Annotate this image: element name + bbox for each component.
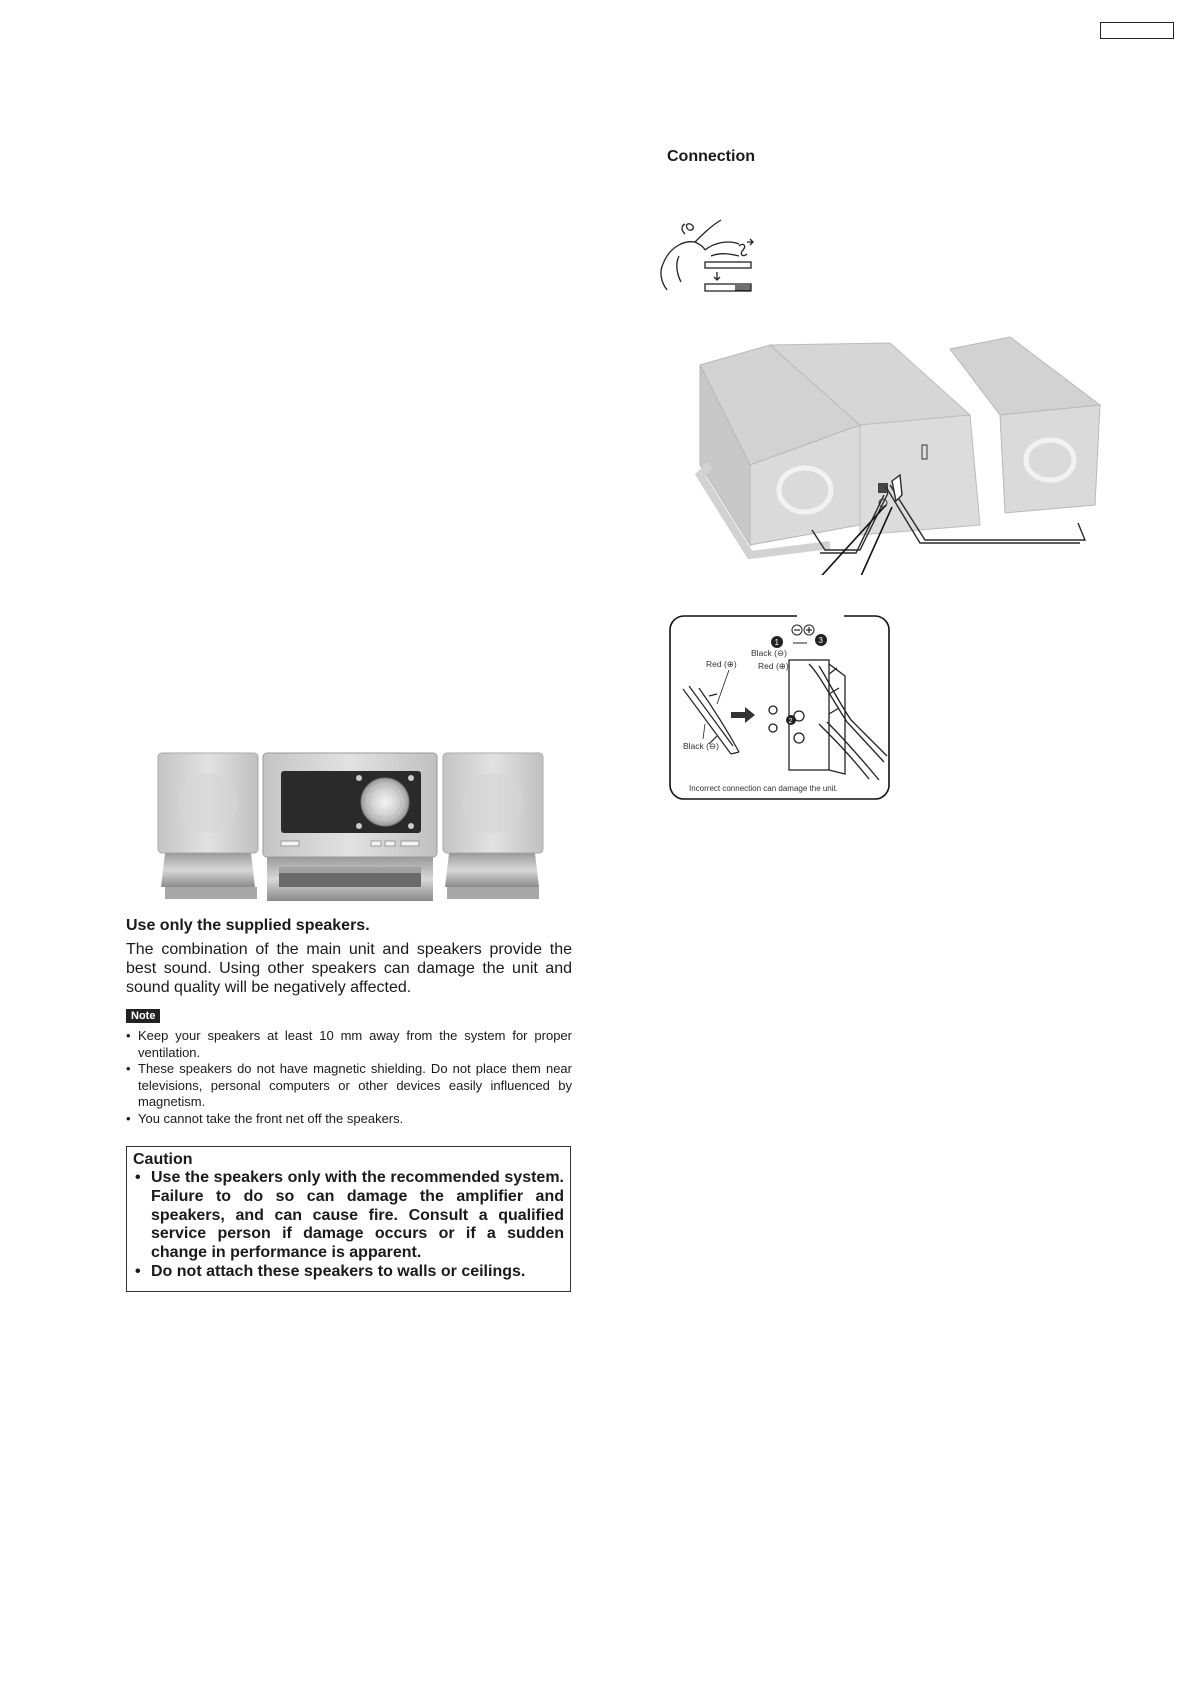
system-rear-illustration	[690, 335, 1110, 575]
label-black-left: Black (⊖)	[683, 741, 719, 751]
caution-list	[133, 1169, 564, 1282]
caution-item: • Do not attach these speakers to walls or ceilings.	[133, 1263, 564, 1282]
wire-twist-illustration	[655, 216, 765, 296]
note-list	[126, 1028, 572, 1127]
connection-detail-callout	[669, 604, 899, 804]
svg-text:2: 2	[788, 718, 793, 725]
note-badge: Note	[126, 1009, 160, 1023]
note-item: • These speakers do not have magnetic shielding. Do not place them near televisions, personal computers or other devices easily influenced by magnetism.	[126, 1061, 572, 1111]
label-red-left: Red (⊕)	[706, 659, 737, 669]
caution-title: Caution	[133, 1151, 193, 1168]
svg-text:3: 3	[818, 636, 823, 645]
note-item: • Keep your speakers at least 10 mm away from the system for proper ventilation.	[126, 1028, 572, 1061]
system-front-illustration	[155, 751, 545, 903]
caution-box	[126, 1146, 571, 1292]
page-number-box	[1100, 22, 1174, 39]
front-left-speaker	[158, 753, 258, 899]
incorrect-connection-warning: Incorrect connection can damage the unit.	[689, 784, 838, 793]
note-item: • You cannot take the front net off the speakers.	[126, 1111, 572, 1128]
speakers-body: The combination of the main unit and speakers provide the best sound. Using other speakers can damage the unit and sound quality will be negatively affected.	[126, 941, 572, 996]
front-main-unit	[263, 753, 437, 901]
svg-text:1: 1	[774, 638, 779, 647]
label-black-top: Black (⊖)	[751, 648, 787, 658]
speakers-heading: Use only the supplied speakers.	[126, 917, 370, 934]
connection-title: Connection	[667, 148, 755, 165]
label-red-top: Red (⊕)	[758, 661, 789, 671]
caution-item: • Use the speakers only with the recommended system. Failure to do so can damage the amplifier and speakers, and can cause fire. Consult a qualified service person if damage occurs or if a sudden change in performance is apparent.	[133, 1169, 564, 1263]
front-right-speaker	[443, 753, 543, 899]
